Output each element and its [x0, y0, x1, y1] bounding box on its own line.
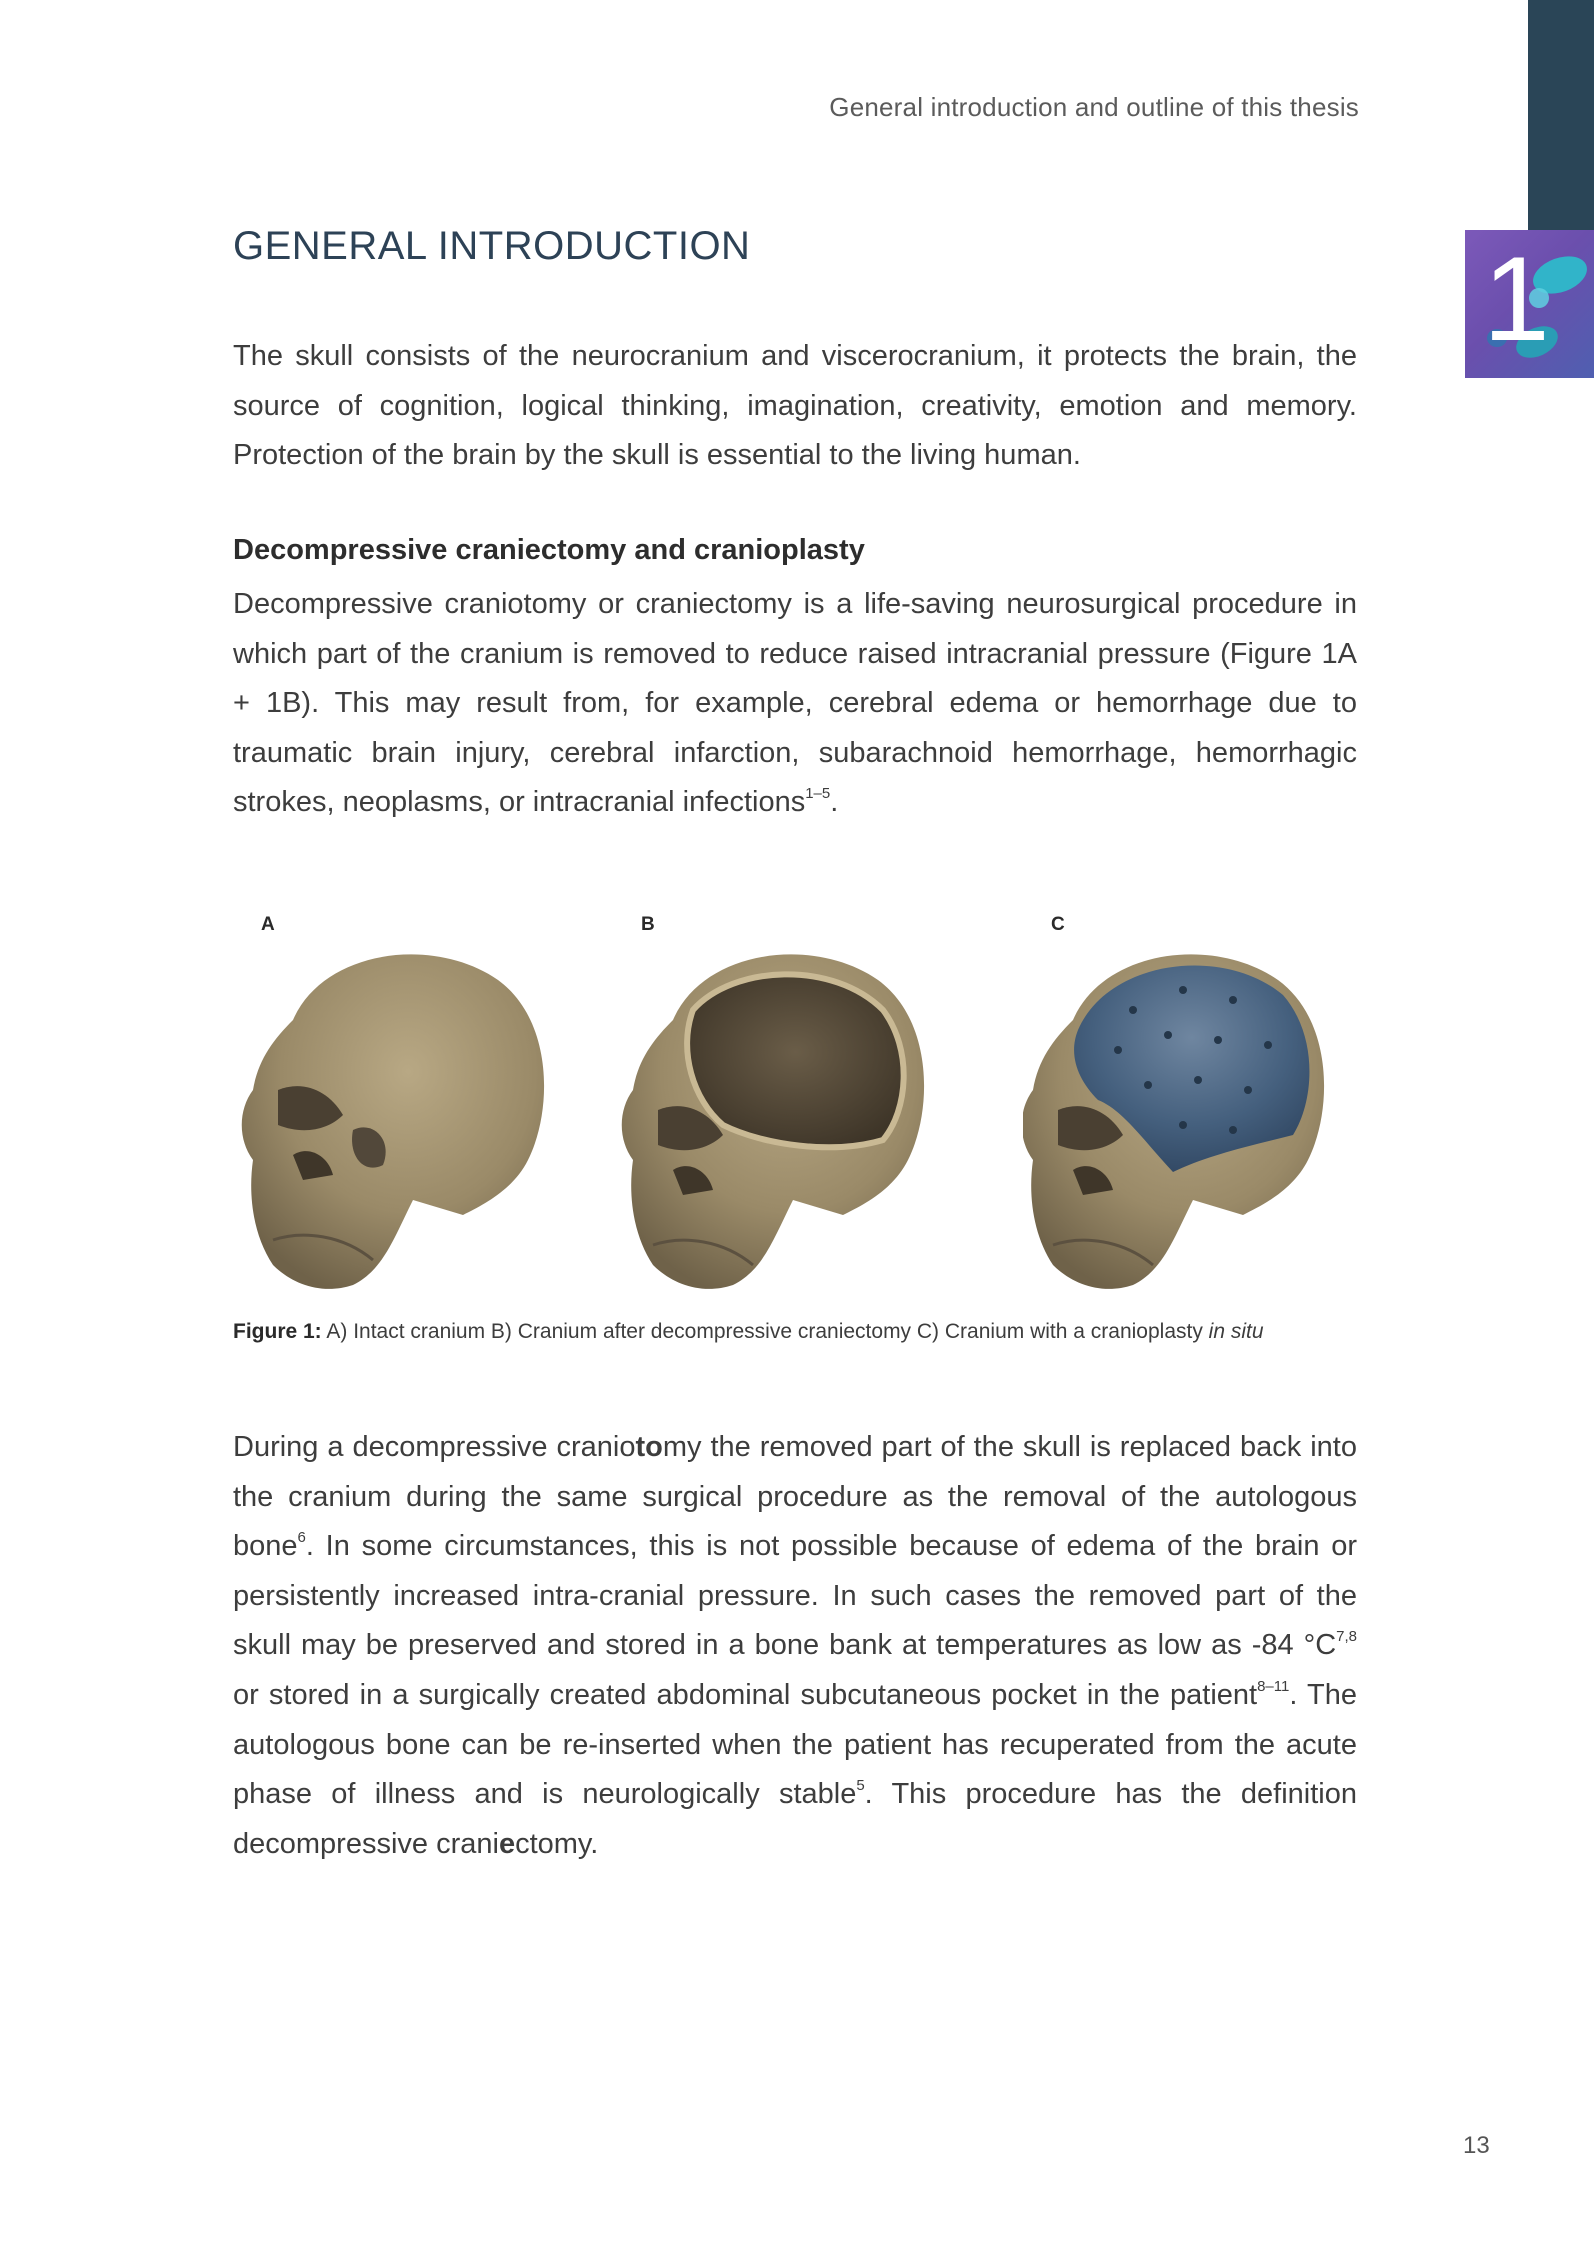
- text-run: . The autologous bone can be re-inserted when the patient has recuperated from the acute phase of illness and is neurologically stable: [233, 1678, 1358, 1811]
- text-run: or stored in a surgically created abdominal subcutaneous pocket in the patient: [233, 1678, 1258, 1711]
- figure-panel-a: [233, 910, 583, 1310]
- skull-with-craniectomy-defect-icon: [613, 940, 953, 1310]
- figure-caption: [233, 1320, 1264, 1344]
- paragraph-craniotomy: [233, 1423, 1357, 1869]
- page-number: 13: [1463, 2132, 1490, 2159]
- figure-panel-c: [1023, 910, 1373, 1310]
- figure-panel-b: [613, 910, 963, 1310]
- intact-skull-icon: [233, 940, 573, 1310]
- paragraph-craniectomy: [233, 580, 1357, 828]
- reference-superscript: 5: [856, 1777, 865, 1795]
- chapter-tab: [1465, 230, 1594, 378]
- reference-superscript: 1–5: [805, 785, 831, 803]
- reference-superscript: 8–11: [1257, 1677, 1290, 1695]
- panel-letter: C: [1051, 914, 1065, 935]
- subheading: Decompressive craniectomy and cranioplasty: [233, 534, 865, 566]
- text-run: ctomy.: [515, 1827, 599, 1860]
- reference-superscript: 6: [297, 1529, 306, 1547]
- intro-paragraph: The skull consists of the neurocranium and viscerocranium, it protects the brain, the source of cognition, logical thinking, imagination, creativity, emotion and memory. Protection of the brain by the skull is essential to the living human.: [233, 340, 1357, 472]
- figure-caption-text: A) Intact cranium B) Cranium after decompressive craniectomy C) Cranium with a cranioplasty: [321, 1320, 1209, 1343]
- chapter-number: 1: [1483, 232, 1550, 366]
- paragraph-end: .: [830, 786, 839, 819]
- bold-letters: to: [635, 1431, 663, 1463]
- bold-letters: e: [498, 1827, 516, 1860]
- skull-with-cranioplasty-implant-icon: [1023, 940, 1363, 1310]
- chapter-side-bar: [1528, 0, 1594, 230]
- paragraph-text: Decompressive craniotomy or craniectomy is a life-saving neurosurgical procedure in which part of the cranium is removed to reduce raised intracranial pressure (Figure 1A + 1B). This may result from, for example, cerebral edema or hemorrhage due to traumatic brain injury, cerebral infarction, subarachnoid hemorrhage, hemorrhagic strokes, neoplasms, or intracranial infections: [233, 588, 1357, 819]
- panel-letter: A: [261, 914, 275, 935]
- section-heading: GENERAL INTRODUCTION: [233, 224, 751, 268]
- figure-caption-label: Figure 1:: [233, 1320, 322, 1343]
- figure-caption-italic: in situ: [1208, 1320, 1264, 1343]
- running-header: General introduction and outline of this thesis: [829, 92, 1359, 122]
- text-run: my the removed part of the skull is replaced back into the cranium during the same surgical procedure as the removal of the autologous bone: [233, 1431, 1357, 1563]
- reference-superscript: 7,8: [1336, 1628, 1357, 1646]
- panel-letter: B: [641, 914, 655, 935]
- text-run: During a decompressive cranio: [233, 1431, 636, 1463]
- figure-1: [233, 910, 1363, 1310]
- text-run: . In some circumstances, this is not possible because of edema of the brain or persistently increased intra-cranial pressure. In such cases the removed part of the skull may be preserved and stored in a bone bank at temperatures as low as -84 °C: [233, 1530, 1357, 1662]
- text-run: . This procedure has the definition decompressive crani: [233, 1778, 1357, 1860]
